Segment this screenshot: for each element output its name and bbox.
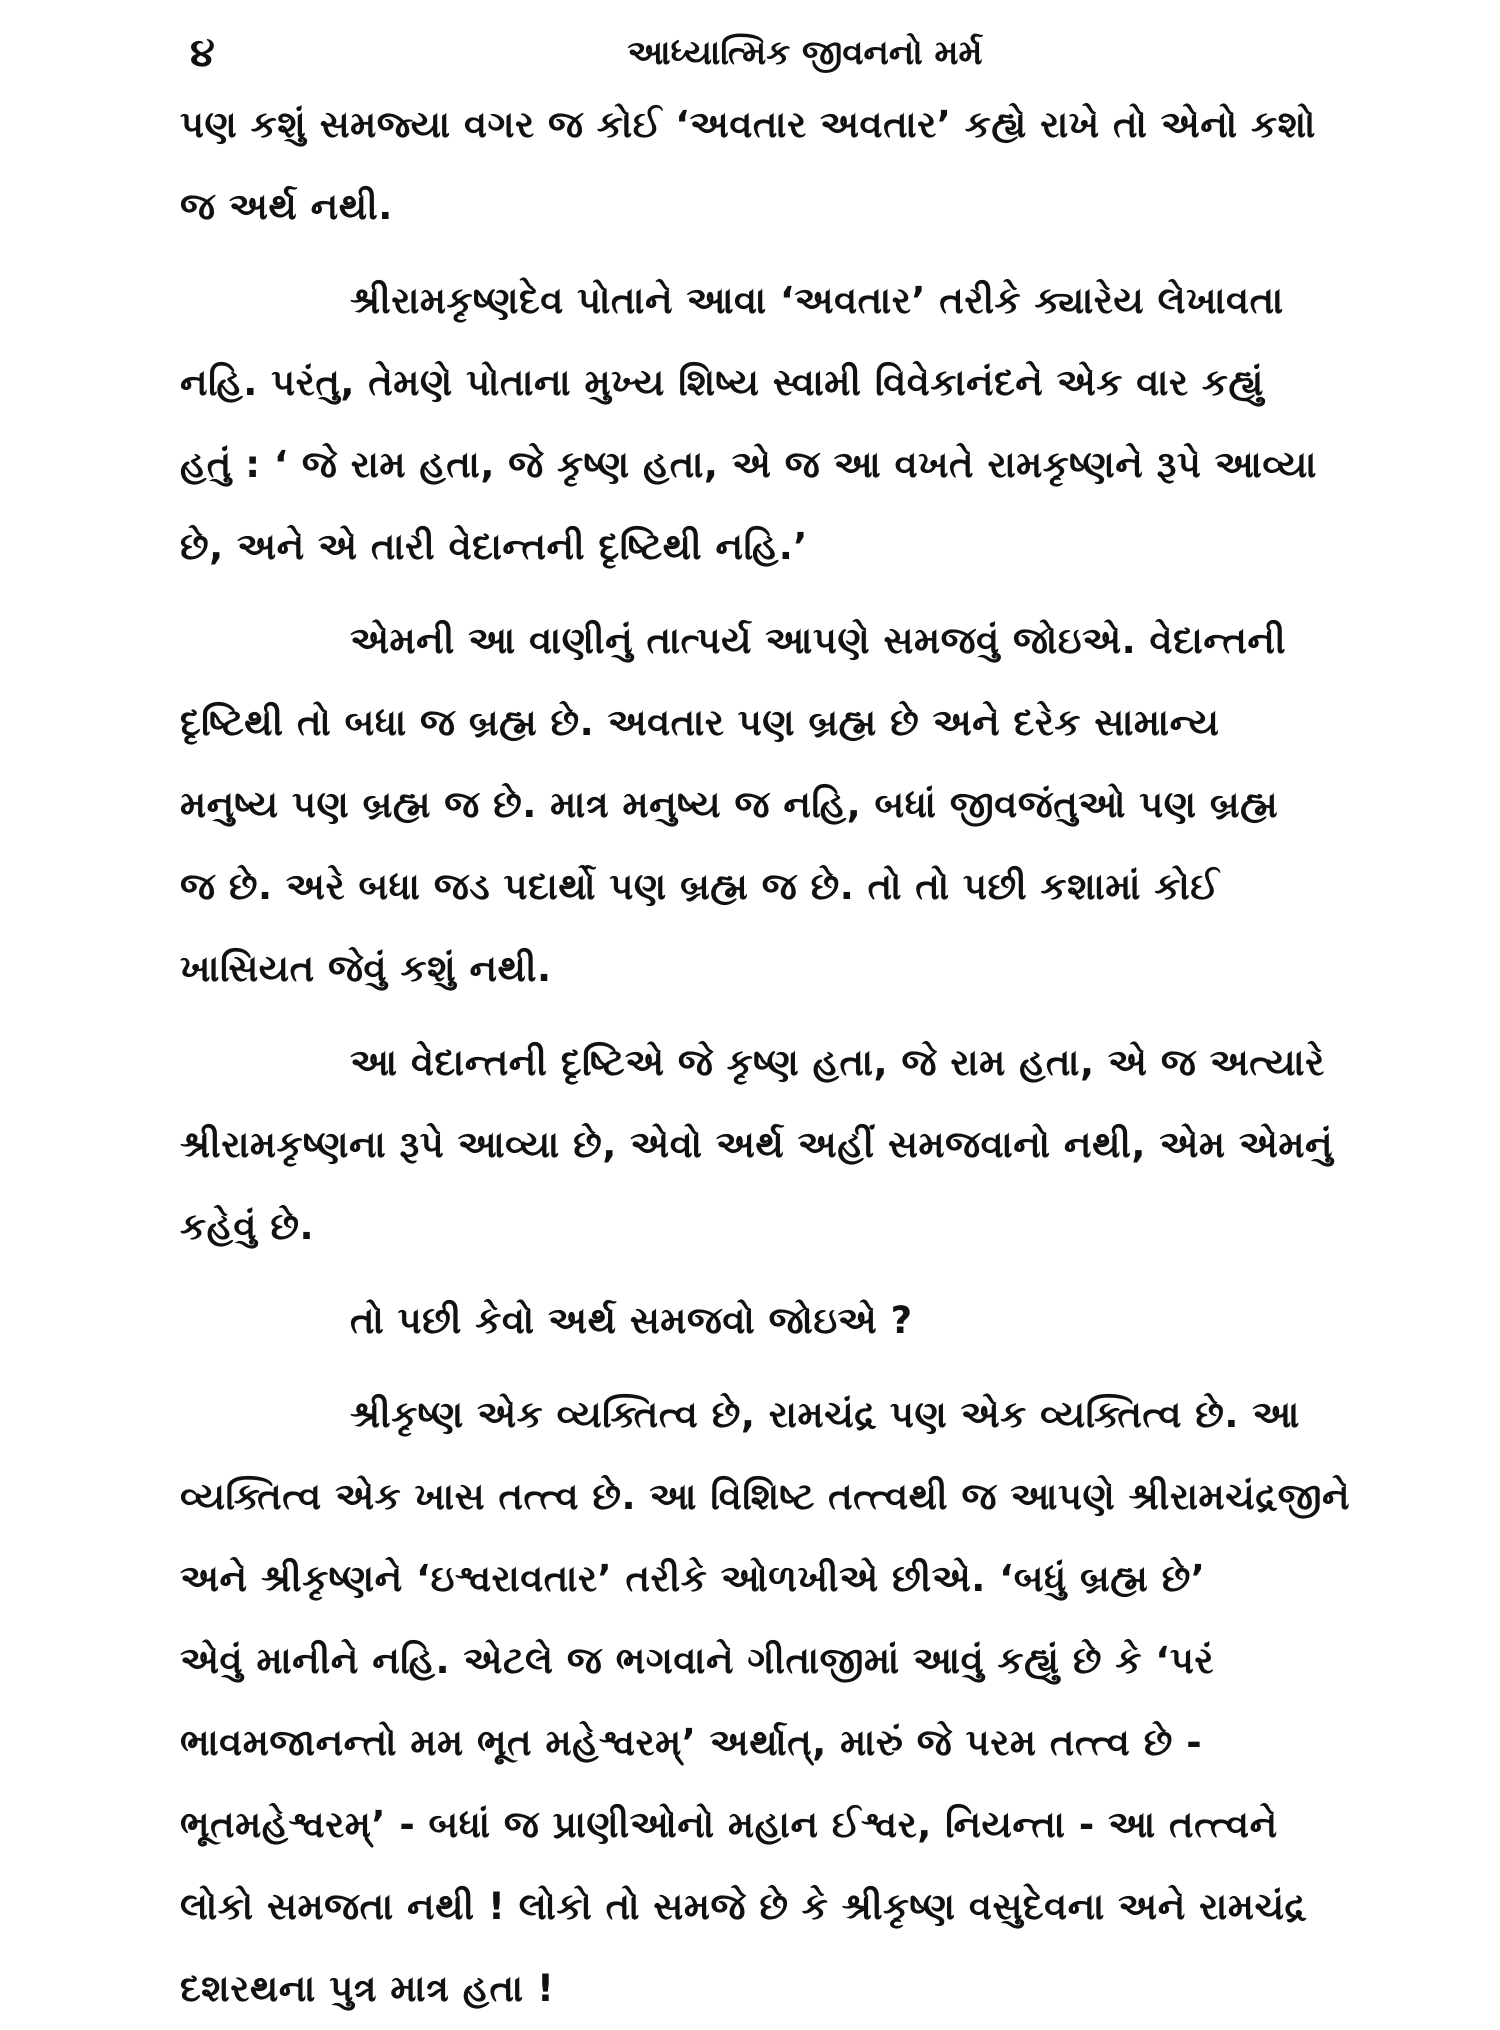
text-line: નહિ. પરંતુ, તેમણે પોતાના મુખ્ય શિષ્ય સ્વામી વિવેકાનંદને એક વાર કહ્યું	[180, 361, 1264, 404]
text-line: શ્રીરામકૃષ્ણના રૂપે આવ્યા છે, એવો અર્થ અહીં સમજવાનો નથી, એમ એમનું	[180, 1123, 1334, 1166]
running-title: આધ્યાત્મિક જીવનનો મર્મ	[627, 33, 983, 73]
paragraph	[180, 260, 1340, 588]
text-line: કહેવું છે.	[180, 1205, 315, 1248]
paragraph	[180, 600, 1340, 1010]
text-line: દશરથના પુત્ર માત્ર હતા !	[180, 1967, 555, 2010]
paragraph	[180, 1280, 1340, 1362]
text-line: અને શ્રીકૃષ્ણને ‘ઇશ્વરાવતાર’ તરીકે ઓળખીએ છીએ. ‘બધું બ્રહ્મ છે’	[180, 1557, 1206, 1600]
text-line: વ્યક્તિત્વ એક ખાસ તત્ત્વ છે. આ વિશિષ્ટ તત્ત્વથી જ આપણે શ્રીરામચંદ્રજીને	[180, 1475, 1351, 1518]
paragraph	[180, 1022, 1340, 1268]
paragraph	[180, 1374, 1351, 2030]
text-line: પણ કશું સમજ્યા વગર જ કોઈ ‘અવતાર અવતાર’ કહ્યે રાખે તો એનો કશો	[180, 103, 1316, 146]
text-line: એમની આ વાણીનું તાત્પર્ય આપણે સમજવું જોઇએ. વેદાન્તની	[350, 619, 1287, 662]
text-line: હતું : ‘ જે રામ હતા, જે કૃષ્ણ હતા, એ જ આ વખતે રામકૃષ્ણને રૂપે આવ્યા	[180, 443, 1317, 486]
text-line: શ્રીકૃષ્ણ એક વ્યક્તિત્વ છે, રામચંદ્ર પણ એક વ્યક્તિત્વ છે. આ	[350, 1393, 1300, 1436]
text-line: તો પછી કેવો અર્થ સમજવો જોઇએ ?	[350, 1299, 913, 1342]
text-line: ભાવમજાનન્તો મમ ભૂત મહેશ્વરમ્’ અર્થાત્, મારું જે પરમ તત્ત્વ છે -	[180, 1721, 1203, 1764]
text-line: એવું માનીને નહિ. એટલે જ ભગવાને ગીતાજીમાં આવું કહ્યું છે કે ‘પરં	[180, 1639, 1215, 1682]
text-line: જ અર્થ નથી.	[180, 185, 393, 228]
page-number: ૪	[190, 30, 215, 76]
text-line: લોકો સમજતા નથી ! લોકો તો સમજે છે કે શ્રીકૃષ્ણ વસુદેવના અને રામચંદ્ર	[180, 1885, 1307, 1928]
text-line: આ વેદાન્તની દૃષ્ટિએ જે કૃષ્ણ હતા, જે રામ હતા, એ જ અત્યારે	[350, 1041, 1325, 1084]
paragraph	[180, 84, 1340, 248]
text-line: શ્રીરામકૃષ્ણદેવ પોતાને આવા ‘અવતાર’ તરીકે ક્યારેય લેખાવતા	[350, 279, 1284, 322]
text-line: ખાસિયત જેવું કશું નથી.	[180, 947, 552, 990]
text-line: જ છે. અરે બધા જડ પદાર્થો પણ બ્રહ્મ જ છે. તો તો પછી કશામાં કોઈ	[180, 865, 1220, 908]
text-line: દૃષ્ટિથી તો બધા જ બ્રહ્મ છે. અવતાર પણ બ્રહ્મ છે અને દરેક સામાન્ય	[180, 701, 1220, 744]
running-head	[180, 28, 1340, 78]
text-line: છે, અને એ તારી વેદાન્તની દૃષ્ટિથી નહિ.’	[180, 525, 808, 568]
body-text	[180, 84, 1351, 2030]
text-line: મનુષ્ય પણ બ્રહ્મ જ છે. માત્ર મનુષ્ય જ નહિ, બધાં જીવજંતુઓ પણ બ્રહ્મ	[180, 783, 1279, 826]
text-line: ભૂતમહેશ્વરમ્’ - બધાં જ પ્રાણીઓનો મહાન ઈશ્વર, નિયન્તા - આ તત્ત્વને	[180, 1803, 1278, 1846]
